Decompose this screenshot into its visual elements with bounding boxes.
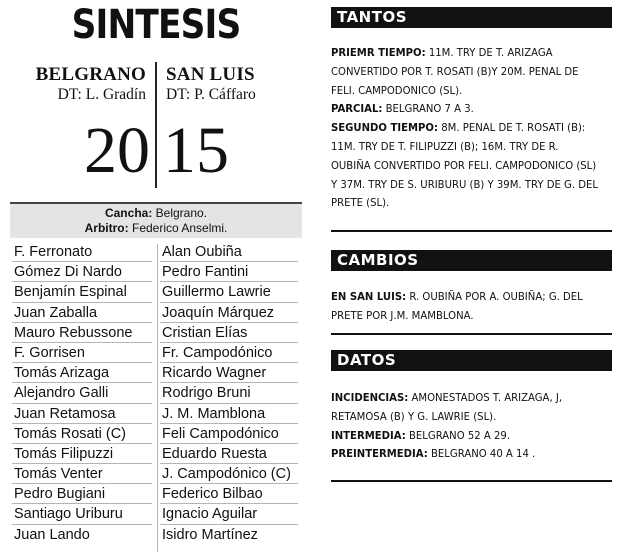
lineup-row [10, 504, 302, 524]
away-player: Ricardo Wagner [162, 365, 267, 382]
datos-text [331, 389, 601, 464]
preintermedia-text: BELGRANO 40 A 14 . [431, 448, 536, 461]
lineup-row [10, 464, 302, 484]
datos-preintermedia [331, 445, 601, 464]
home-player: Juan Retamosa [14, 405, 116, 422]
datos-intermedia [331, 427, 601, 446]
cambios-label: EN SAN LUIS: [331, 291, 407, 303]
cambios-header: CAMBIOS [331, 250, 612, 271]
home-player: Gómez Di Nardo [14, 264, 122, 281]
arbitro-value: Federico Anselmi. [131, 221, 228, 235]
away-player: Ignacio Aguilar [162, 506, 258, 523]
details-panel [331, 0, 612, 556]
lineup-row [10, 323, 302, 343]
primer-text: 11M. TRY DE T. ARIZAGA CONVERTIDO POR T. ROSATI (B)Y 20M. PENAL DE FELI. CAMPODONICO (SL). [331, 47, 579, 97]
preintermedia-label: PREINTERMEDIA: [331, 448, 428, 461]
lineup-row [10, 343, 302, 363]
lineup-row [10, 525, 302, 545]
cancha-value: Belgrano. [155, 206, 208, 220]
lineup-row [10, 444, 302, 464]
incidencias-text: AMONESTADOS T. ARIZAGA, J, RETAMOSA (B) Y G. LAWRIE (SL). [331, 392, 563, 423]
lineup-row [10, 282, 302, 302]
parcial-text: BELGRANO 7 A 3. [385, 103, 474, 116]
venue-arbitro [10, 221, 302, 236]
teams-header [10, 62, 302, 190]
cambios-entry [331, 288, 601, 326]
intermedia-label: INTERMEDIA: [331, 429, 406, 442]
home-player: Tomás Rosati (C) [14, 425, 126, 442]
intermedia-text: BELGRANO 52 A 29. [408, 429, 511, 442]
page-title: SINTESIS [71, 2, 241, 48]
home-player: Tomás Venter [14, 466, 103, 483]
cambios-value: R. OUBIÑA POR A. OUBIÑA; G. DEL PRETE POR J.M. MAMBLONA. [331, 291, 583, 322]
datos-header: DATOS [331, 350, 612, 371]
tantos-segundo [331, 119, 601, 213]
away-player: Pedro Fantini [162, 264, 249, 281]
lineup-row [10, 363, 302, 383]
home-player: Santiago Uriburu [14, 506, 123, 523]
incidencias-label: INCIDENCIAS: [331, 392, 409, 404]
home-player: Alejandro Galli [14, 385, 109, 402]
lineup-row [10, 424, 302, 444]
datos-incidencias [331, 389, 601, 427]
home-player: Tomás Filipuzzi [14, 445, 114, 462]
tantos-primer [331, 44, 601, 100]
home-coach: DT: L. Gradín [57, 86, 146, 103]
cambios-text [331, 288, 601, 326]
datos-bottom-rule [331, 480, 612, 482]
lineup-row [10, 404, 302, 424]
cancha-label: Cancha: [104, 206, 153, 220]
arbitro-label: Arbitro: [84, 221, 129, 235]
segundo-text: 8M. PENAL DE T. ROSATI (B): 11M. TRY DE T. FILIPUZZI (B); 16M. TRY DE R. OUBIÑA CONVERTIDO POR FELI. CAMPODONICO (SL) Y 37M. TRY DE S. URIBURU (B) Y 39M. TRY DE G. DEL PRETE (SL). [331, 122, 599, 210]
lineup-row [10, 303, 302, 323]
synthesis-panel [10, 0, 302, 556]
lineup-row [10, 383, 302, 403]
tantos-bottom-rule [331, 230, 612, 232]
away-score: 15 [163, 114, 229, 187]
home-player: Pedro Bugiani [14, 486, 106, 503]
tantos-header: TANTOS [331, 7, 612, 28]
teams-divider [155, 62, 157, 188]
away-player: Joaquín Márquez [162, 304, 275, 321]
lineup-row [10, 242, 302, 262]
parcial-label: PARCIAL: [331, 103, 383, 116]
home-player: Mauro Rebussone [14, 324, 133, 341]
away-team-name: SAN LUIS [166, 64, 255, 85]
venue-box [10, 202, 302, 238]
home-player: Tomás Arizaga [14, 365, 110, 382]
away-player: Cristian Elías [162, 324, 248, 341]
lineup-row [10, 262, 302, 282]
away-player: Feli Campodónico [162, 425, 279, 442]
primer-label: PRIEMR TIEMPO: [331, 47, 426, 59]
segundo-label: SEGUNDO TIEMPO: [331, 122, 439, 135]
lineups-list [10, 242, 302, 545]
home-player: Benjamín Espinal [14, 284, 127, 301]
home-player: F. Ferronato [14, 244, 93, 260]
cambios-bottom-rule [331, 333, 612, 335]
away-player: J. M. Mamblona [162, 405, 266, 422]
venue-cancha [10, 206, 302, 221]
home-score: 20 [84, 114, 150, 187]
away-player: J. Campodónico (C) [162, 466, 291, 483]
lineup-row [10, 484, 302, 504]
away-player: Isidro Martínez [162, 526, 258, 543]
tantos-parcial [331, 100, 601, 119]
home-player: F. Gorrisen [14, 344, 85, 361]
away-player: Guillermo Lawrie [162, 284, 271, 301]
tantos-text [331, 44, 601, 213]
away-player: Rodrigo Bruni [162, 385, 251, 402]
away-player: Fr. Campodónico [162, 344, 273, 361]
home-team-name: BELGRANO [35, 64, 146, 85]
home-player: Juan Lando [14, 526, 90, 543]
away-player: Federico Bilbao [162, 486, 263, 503]
away-player: Eduardo Ruesta [162, 445, 267, 462]
away-player: Alan Oubiña [162, 244, 242, 260]
home-player: Juan Zaballa [14, 304, 98, 321]
away-coach: DT: P. Cáffaro [166, 86, 256, 103]
